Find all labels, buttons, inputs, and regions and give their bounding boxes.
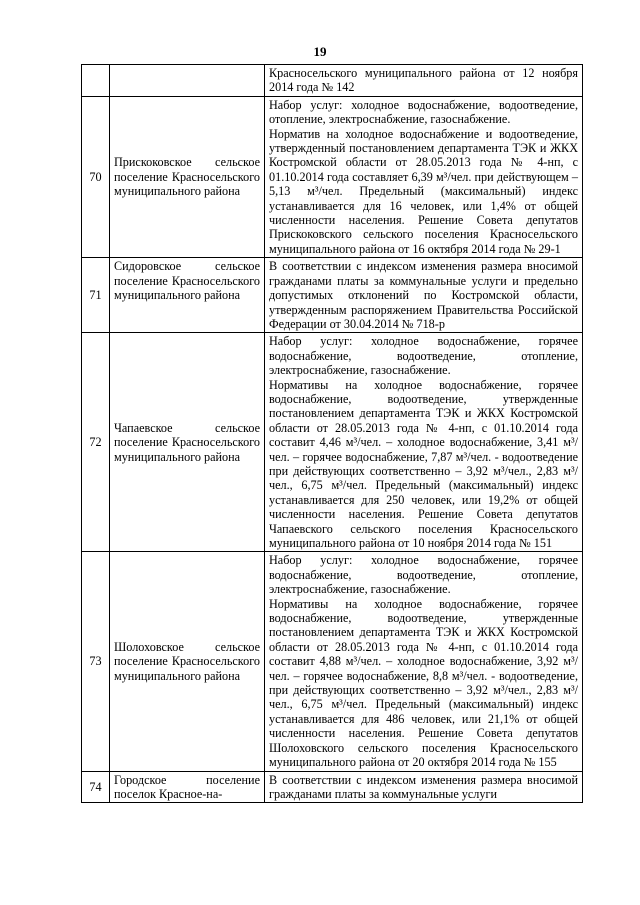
settlement-name: Чапаевское сельское поселение Красносельского муниципального района: [110, 333, 265, 552]
table-row: [82, 65, 583, 97]
row-number: 74: [82, 771, 110, 803]
text-paragraph: Набор услуг: холодное водоснабжение, горячее водоснабжение, водоотведение, отопление, электроснабжение, газоснабжение.: [269, 334, 578, 378]
decision-text: [265, 96, 583, 257]
row-number: [82, 65, 110, 97]
decision-text: [265, 65, 583, 97]
table-row: [82, 96, 583, 257]
text-paragraph: Набор услуг: холодное водоснабжение, водоотведение, отопление, электроснабжение, газоснабжение.: [269, 97, 578, 127]
text-paragraph: Норматив на холодное водоснабжение и водоотведение, утвержденный постановлением департамента ТЭК и ЖКХ Костромской области от 28.05.2013 года № 4-нп, с 01.10.2014 года составляет 6,39 м³/чел. при действующем – 5,13 м³/чел. Предельный (максимальный) индекс устанавливается для 16 человек, или 1,4% от общей численности населения. Решение Совета депутатов Прискоковского сельского поселения Красносельского муниципального района от 16 октября 2014 года № 29-1: [269, 126, 578, 256]
table-row: [82, 771, 583, 803]
table-row: [82, 552, 583, 771]
decision-text: [265, 258, 583, 333]
text-paragraph: В соответствии с индексом изменения размера вносимой гражданами платы за коммунальные услуги и предельно допустимых отклонений по Костромской области, утвержденным распоряжением Правительства Российской Федерации от 30.04.2014 № 718-р: [269, 259, 578, 331]
text-paragraph: Красносельского муниципального района от 12 ноября 2014 года № 142: [269, 66, 578, 95]
text-paragraph: Нормативы на холодное водоснабжение, горячее водоснабжение, водоотведение, утвержденные постановлением департамента ТЭК и ЖКХ Костромской области от 28.05.2013 года № 4-нп, с 01.10.2014 года составит 4,88 м³/чел. – холодное водоснабжение, 3,92 м³/чел. – горячее водоснабжение, 8,8 м³/чел. - водоотведение, при действующих соответственно – 3,92 м³/чел., 2,83 м³/чел., 6,75 м³/чел. Предельный (максимальный) индекс устанавливается для 486 человек, или 21,1% от общей численности населения. Решение Совета депутатов Шолоховского сельского поселения Красносельского муниципального района от 20 октября 2014 года № 155: [269, 596, 578, 770]
table-row: [82, 333, 583, 552]
settlement-name: Сидоровское сельское поселение Красносельского муниципального района: [110, 258, 265, 333]
settlement-name: Городское поселение поселок Красное-на-: [110, 771, 265, 803]
table-row: [82, 258, 583, 333]
text-paragraph: Нормативы на холодное водоснабжение, горячее водоснабжение, водоотведение, утвержденные постановлением департамента ТЭК и ЖКХ Костромской области от 28.05.2013 года № 4-нп, с 01.10.2014 года составит 4,46 м³/чел. – холодное водоснабжение, 3,41 м³/чел. – горячее водоснабжение, 7,87 м³/чел. - водоотведение при действующих соответственно – 3,92 м³/чел., 2,83 м³/чел., 6,75 м³/чел. Предельный (максимальный) индекс устанавливается для 250 человек, или 19,2% от общей численности населения. Решение Совета депутатов Чапаевского сельского поселения Красносельского муниципального района от 10 ноября 2014 года № 151: [269, 377, 578, 550]
row-number: 71: [82, 258, 110, 333]
row-number: 70: [82, 96, 110, 257]
municipalities-table: [81, 64, 583, 803]
page-number: 19: [313, 44, 327, 59]
row-number: 72: [82, 333, 110, 552]
text-paragraph: Набор услуг: холодное водоснабжение, горячее водоснабжение, водоотведение, отопление, электроснабжение, газоснабжение.: [269, 553, 578, 597]
settlement-name: Шолоховское сельское поселение Красносельского муниципального района: [110, 552, 265, 771]
text-paragraph: В соответствии с индексом изменения размера вносимой гражданами платы за коммунальные услуги: [269, 772, 578, 801]
row-number: 73: [82, 552, 110, 771]
settlement-name: [110, 65, 265, 97]
decision-text: [265, 771, 583, 803]
settlement-name: Прискоковское сельское поселение Красносельского муниципального района: [110, 96, 265, 257]
decision-text: [265, 552, 583, 771]
decision-text: [265, 333, 583, 552]
